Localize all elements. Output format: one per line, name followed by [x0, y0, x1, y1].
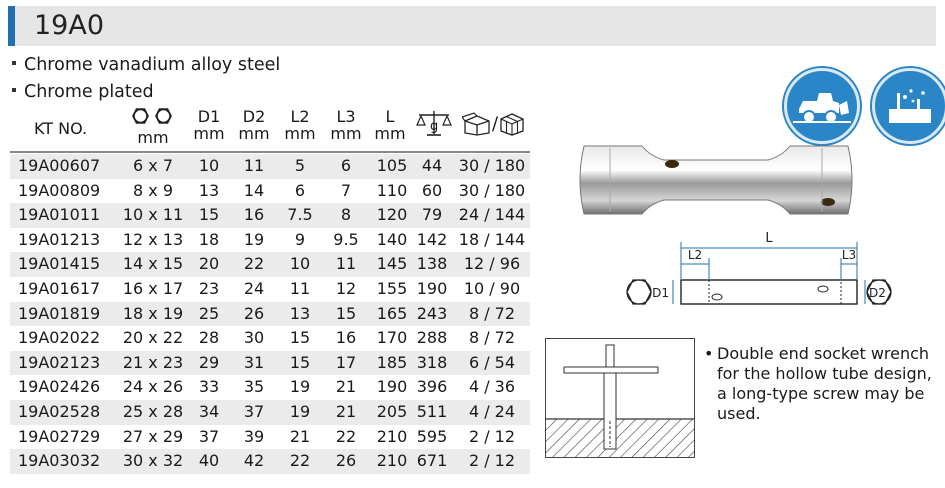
cell-weight: 142	[416, 229, 448, 249]
cell-kt: 19A00809	[18, 180, 101, 200]
dimension-diagram	[615, 228, 905, 332]
cell-packing: 6 / 54	[468, 352, 516, 372]
cell-weight: 138	[416, 254, 448, 274]
cell-l: 205	[376, 401, 408, 421]
cell-l2: 15	[289, 328, 311, 348]
cell-packing: 30 / 180	[458, 180, 526, 200]
cell-size: 18 x 19	[122, 303, 184, 323]
cell-l: 120	[376, 205, 408, 225]
cell-d1: 13	[198, 180, 220, 200]
cell-d2: 37	[243, 401, 265, 421]
cell-kt: 19A02022	[18, 328, 101, 348]
table-row	[10, 252, 530, 277]
cell-weight: 671	[416, 451, 448, 471]
cell-kt: 19A02729	[18, 426, 101, 446]
cell-kt: 19A02426	[18, 377, 101, 397]
cell-kt: 19A01213	[18, 229, 101, 249]
page-title: 19A0	[34, 10, 105, 41]
cell-l: 165	[376, 303, 408, 323]
cell-packing: 10 / 90	[463, 278, 521, 298]
cell-packing: 8 / 72	[468, 328, 516, 348]
cell-weight: 44	[421, 156, 443, 175]
cell-d1: 40	[198, 451, 220, 471]
cell-size: 14 x 15	[122, 254, 184, 274]
cell-l3: 16	[335, 328, 357, 348]
table-row	[10, 425, 530, 450]
feature-item: Chrome vanadium alloy steel	[10, 52, 280, 79]
cell-packing: 30 / 180	[458, 156, 526, 175]
cell-l2: 9	[294, 229, 306, 249]
cell-size: 24 x 26	[122, 377, 184, 397]
cell-l: 190	[376, 377, 408, 397]
column-header-packing: /	[458, 112, 530, 136]
cell-d1: 34	[198, 401, 220, 421]
cell-l2: 7.5	[287, 205, 313, 225]
cell-size: 20 x 22	[122, 328, 184, 348]
cell-packing: 2 / 12	[468, 426, 516, 446]
cell-size: 8 x 9	[133, 180, 173, 200]
cell-l: 110	[376, 180, 408, 200]
cell-d2: 11	[243, 156, 265, 175]
diagram-label-d2: D2	[869, 286, 886, 300]
snow-plow-icon	[872, 68, 945, 144]
cell-l2: 6	[294, 180, 306, 200]
cell-size: 10 x 11	[122, 205, 184, 225]
cell-l: 145	[376, 254, 408, 274]
cell-l3: 17	[335, 352, 357, 372]
cell-l3: 26	[335, 451, 357, 471]
cell-kt: 19A01617	[18, 278, 101, 298]
cell-l2: 22	[289, 451, 311, 471]
cell-d2: 30	[243, 328, 265, 348]
diagram-label-l: L	[765, 231, 773, 246]
cell-l: 140	[376, 229, 408, 249]
cell-kt: 19A01819	[18, 303, 101, 323]
cell-weight: 396	[416, 377, 448, 397]
cell-d1: 15	[198, 205, 220, 225]
cell-d1: 29	[198, 352, 220, 372]
cell-packing: 24 / 144	[458, 205, 526, 225]
cell-d1: 33	[198, 377, 220, 397]
carton-icon	[498, 112, 526, 136]
table-header	[10, 104, 530, 150]
table-row	[10, 203, 530, 228]
cell-l3: 22	[335, 426, 357, 446]
product-photo	[570, 140, 860, 224]
cell-d2: 22	[243, 254, 265, 274]
cell-weight: 60	[421, 180, 443, 200]
cell-l: 155	[376, 278, 408, 298]
title-bar	[8, 6, 936, 46]
cell-d1: 37	[198, 426, 220, 446]
cell-d2: 35	[243, 377, 265, 397]
cell-packing: 18 / 144	[458, 229, 526, 249]
table-row	[10, 179, 530, 204]
header-divider	[10, 151, 530, 153]
cell-d1: 25	[198, 303, 220, 323]
hexagon-pair-icon	[128, 106, 178, 126]
cell-weight: 79	[421, 205, 443, 225]
cell-l: 210	[376, 451, 408, 471]
cell-d2: 16	[243, 205, 265, 225]
cell-l3: 6	[340, 156, 352, 175]
table-row	[10, 326, 530, 351]
feature-list	[10, 52, 280, 106]
column-header-kt: KT NO.	[34, 119, 88, 138]
cell-d1: 18	[198, 229, 220, 249]
cell-weight: 318	[416, 352, 448, 372]
cell-l2: 15	[289, 352, 311, 372]
table-row	[10, 302, 530, 327]
cell-size: 16 x 17	[122, 278, 184, 298]
cell-l: 185	[376, 352, 408, 372]
product-table	[10, 154, 530, 474]
cell-d1: 28	[198, 328, 220, 348]
column-header-size: mm	[122, 106, 184, 146]
cell-d2: 19	[243, 229, 265, 249]
column-header-l: L mm	[374, 107, 406, 143]
cell-d1: 10	[198, 156, 220, 175]
table-row	[10, 228, 530, 253]
table-row	[10, 351, 530, 376]
cell-l3: 21	[335, 377, 357, 397]
column-header-l2: L2 mm	[284, 107, 316, 143]
cell-kt: 19A00607	[18, 156, 101, 175]
cell-packing: 8 / 72	[468, 303, 516, 323]
installation-illustration	[545, 338, 695, 458]
cell-d2: 24	[243, 278, 265, 298]
cell-l3: 21	[335, 401, 357, 421]
cell-weight: 595	[416, 426, 448, 446]
cell-l2: 10	[289, 254, 311, 274]
cell-weight: 511	[416, 401, 448, 421]
cell-kt: 19A02123	[18, 352, 101, 372]
cell-d1: 20	[198, 254, 220, 274]
cell-weight: 243	[416, 303, 448, 323]
cell-l: 170	[376, 328, 408, 348]
cell-size: 12 x 13	[122, 229, 184, 249]
cell-l2: 19	[289, 377, 311, 397]
table-row	[10, 375, 530, 400]
cell-l2: 21	[289, 426, 311, 446]
diagram-label-l3: L3	[841, 248, 857, 262]
cell-d2: 31	[243, 352, 265, 372]
loader-vehicle-icon	[784, 68, 860, 144]
cell-size: 6 x 7	[133, 156, 173, 175]
table-row	[10, 400, 530, 425]
cell-l: 105	[376, 156, 408, 175]
cell-l2: 5	[294, 156, 306, 175]
cell-l3: 15	[335, 303, 357, 323]
cell-size: 27 x 29	[122, 426, 184, 446]
cell-l: 210	[376, 426, 408, 446]
cell-packing: 4 / 24	[468, 401, 516, 421]
cell-l3: 11	[335, 254, 357, 274]
cell-d2: 39	[243, 426, 265, 446]
table-row	[10, 154, 530, 179]
cell-l2: 19	[289, 401, 311, 421]
table-row	[10, 277, 530, 302]
cell-l3: 8	[340, 205, 352, 225]
cell-weight: 288	[416, 328, 448, 348]
column-header-weight: g	[414, 108, 454, 141]
title-accent	[8, 6, 15, 46]
cell-d2: 26	[243, 303, 265, 323]
column-header-l3: L3 mm	[330, 107, 362, 143]
cell-d1: 23	[198, 278, 220, 298]
cell-packing: 12 / 96	[463, 254, 521, 274]
table-row	[10, 449, 530, 474]
cell-d2: 42	[243, 451, 265, 471]
column-header-d2: D2 mm	[238, 107, 270, 143]
cell-packing: 2 / 12	[468, 451, 516, 471]
cell-size: 30 x 32	[122, 451, 184, 471]
cell-d2: 14	[243, 180, 265, 200]
cell-packing: 4 / 36	[468, 377, 516, 397]
cell-kt: 19A03032	[18, 451, 101, 471]
cell-l3: 9.5	[333, 229, 359, 249]
cell-weight: 190	[416, 278, 448, 298]
cell-size: 21 x 23	[122, 352, 184, 372]
cell-l3: 7	[340, 180, 352, 200]
cell-l2: 11	[289, 278, 311, 298]
box-icon	[462, 112, 492, 136]
diagram-label-d1: D1	[652, 286, 669, 300]
cell-size: 25 x 28	[122, 401, 184, 421]
cell-l3: 12	[335, 278, 357, 298]
column-header-d1: D1 mm	[193, 107, 225, 143]
cell-kt: 19A01011	[18, 205, 101, 225]
cell-l2: 13	[289, 303, 311, 323]
feature-item: Chrome plated	[10, 79, 280, 106]
product-description: • Double end socket wrench for the hollow tube design, a long-type screw may be used.	[704, 344, 932, 423]
diagram-label-l2: L2	[687, 248, 703, 262]
cell-kt: 19A02528	[18, 401, 101, 421]
cell-kt: 19A01415	[18, 254, 101, 274]
